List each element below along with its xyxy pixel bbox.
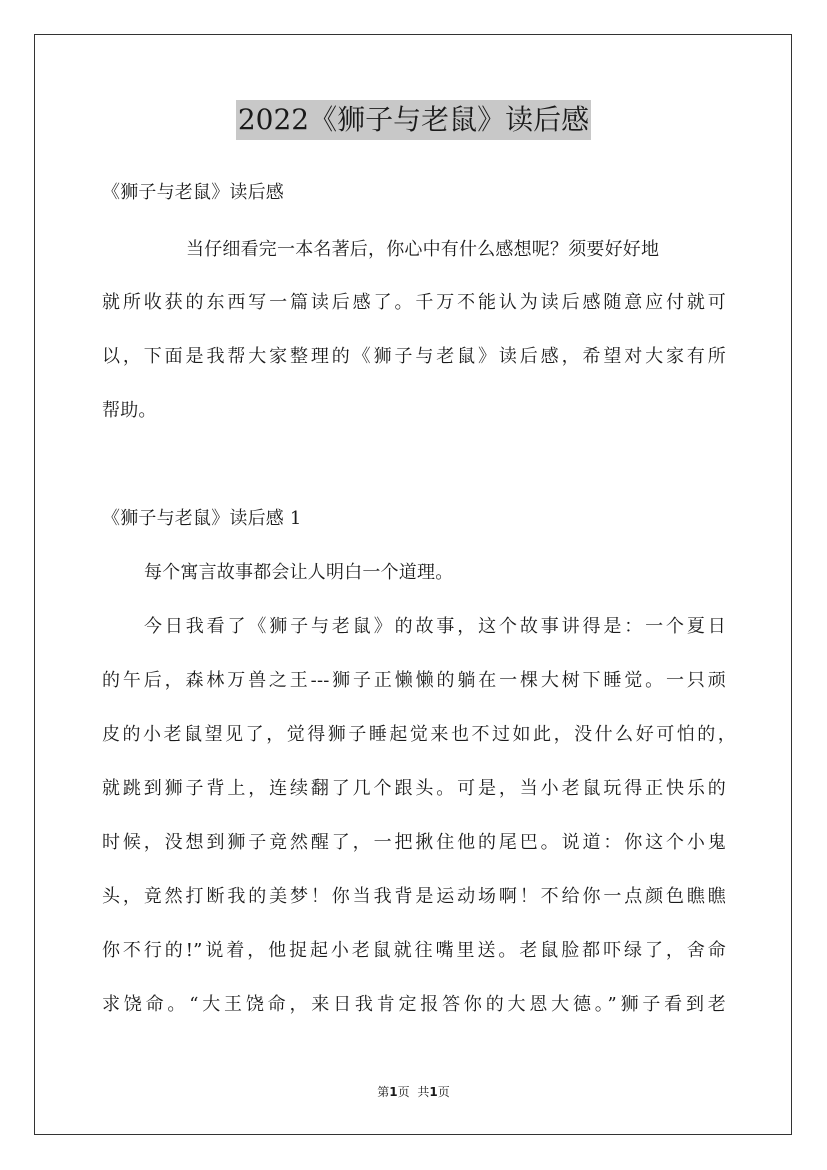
intro-line: 当仔细看完一本名著后，你心中有什么感想呢？须要好好地 — [186, 239, 660, 260]
footer-page-suffix: 页 — [397, 1085, 410, 1099]
body-line: 你不行的!”说着，他捉起小老鼠就往嘴里送。老鼠脸都吓绿了，舍命 — [102, 940, 726, 961]
body-line: 求饶命。“大王饶命，来日我肯定报答你的大恩大德。”狮子看到老 — [102, 994, 726, 1015]
body-line: 时候，没想到狮子竟然醒了，一把揪住他的尾巴。说道：你这个小鬼 — [102, 832, 726, 853]
footer-total-suffix: 页 — [437, 1085, 450, 1099]
footer-total-prefix: 共 — [417, 1085, 430, 1099]
body-line: 每个寓言故事都会让人明白一个道理。 — [144, 562, 454, 583]
body-line: 皮的小老鼠望见了，觉得狮子睡起觉来也不过如此，没什么好可怕的， — [102, 724, 736, 745]
intro-line: 帮助。 — [102, 400, 157, 421]
section-heading: 《狮子与老鼠》读后感 1 — [102, 508, 302, 529]
body-line: 今日我看了《狮子与老鼠》的故事，这个故事讲得是：一个夏日 — [144, 616, 726, 637]
document-title: 2022《狮子与老鼠》读后感 — [236, 100, 591, 140]
footer-prefix: 第 — [377, 1085, 390, 1099]
body-line: 头，竟然打断我的美梦！你当我背是运动场啊！不给你一点颜色瞧瞧 — [102, 886, 726, 907]
page-footer — [0, 1083, 827, 1100]
intro-line: 就所收获的东西写一篇读后感了。千万不能认为读后感随意应付就可 — [102, 292, 726, 313]
intro-line: 以，下面是我帮大家整理的《狮子与老鼠》读后感，希望对大家有所 — [102, 346, 726, 367]
footer-page-number: 1 — [389, 1085, 398, 1099]
document-heading: 《狮子与老鼠》读后感 — [102, 182, 284, 203]
body-line: 的午后，森林万兽之王---狮子正懒懒的躺在一棵大树下睡觉。一只顽 — [102, 670, 726, 691]
title-container — [0, 100, 827, 140]
body-line: 就跳到狮子背上，连续翻了几个跟头。可是，当小老鼠玩得正快乐的 — [102, 778, 726, 799]
footer-total-pages: 1 — [429, 1085, 438, 1099]
